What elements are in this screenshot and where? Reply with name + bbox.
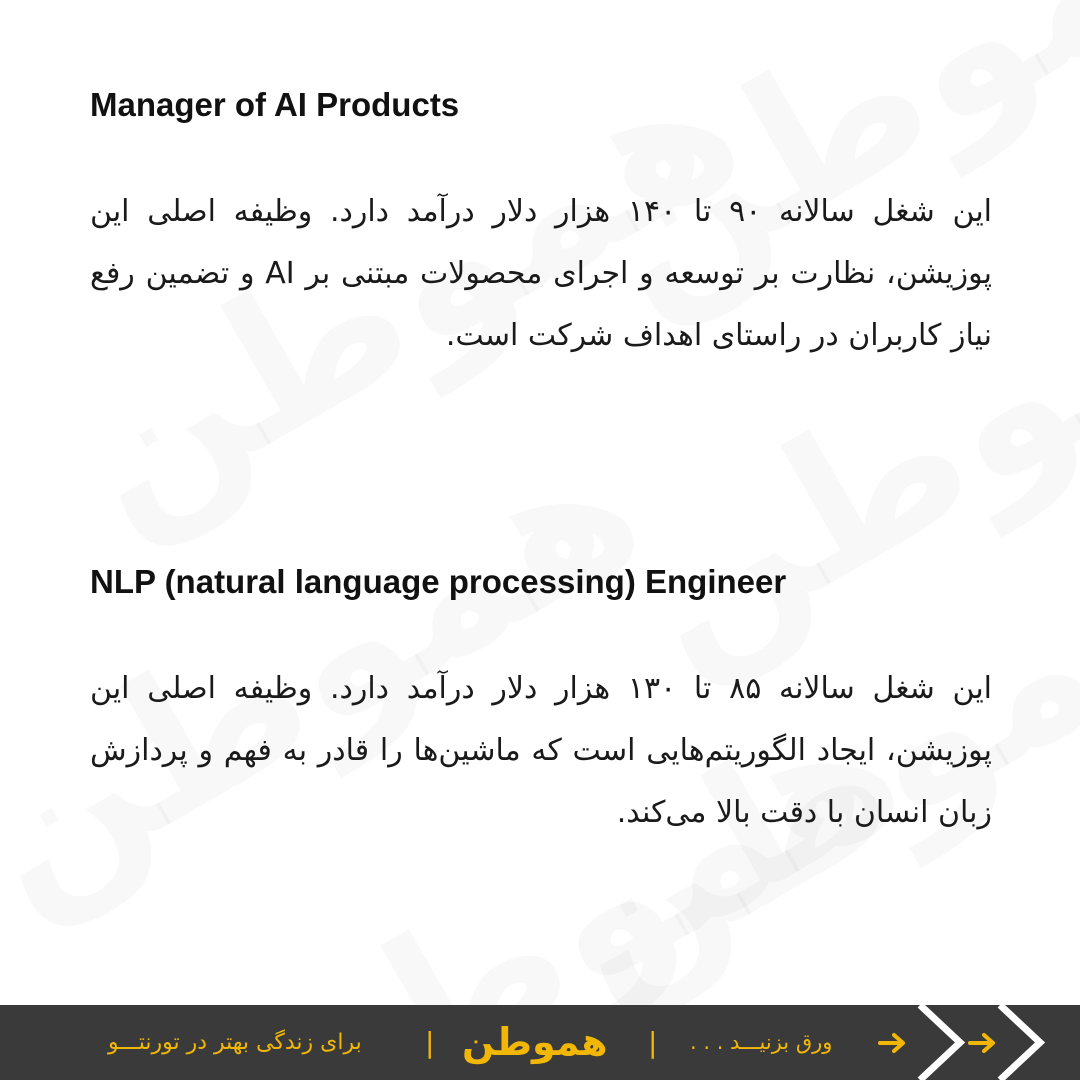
brand-logo: هموطن [462,1020,608,1064]
section-body: این شغل سالانه ۹۰ تا ۱۴۰ هزار دلار درآمد دارد. وظیفه اصلی این پوزیشن، نظارت بر توسعه و اجرای محصولات مبتنی بر AI و تضمین رفع نیاز کاربران در راستای اهداف شرکت است. [90,194,993,353]
footer-bar [0,1005,1080,1080]
section-body: این شغل سالانه ۸۵ تا ۱۳۰ هزار دلار درآمد دارد. وظیفه اصلی این پوزیشن، ایجاد الگوریتم‌هایی است که ماشین‌ها را قادر به فهم و پردازش زبان انسان با دقت بالا می‌کند. [90,671,993,830]
footer-tagline: برای زندگی بهتر در تورنتـــو [108,1030,362,1055]
arrow-right-icon[interactable] [968,1031,998,1055]
swipe-prompt: ورق بزنیـــد . . . [690,1030,833,1054]
section-title: Manager of AI Products [90,86,460,123]
section-title: NLP (natural language processing) Engineer [90,563,787,600]
footer-separator: | [425,1026,435,1059]
footer-separator: | [648,1026,658,1059]
